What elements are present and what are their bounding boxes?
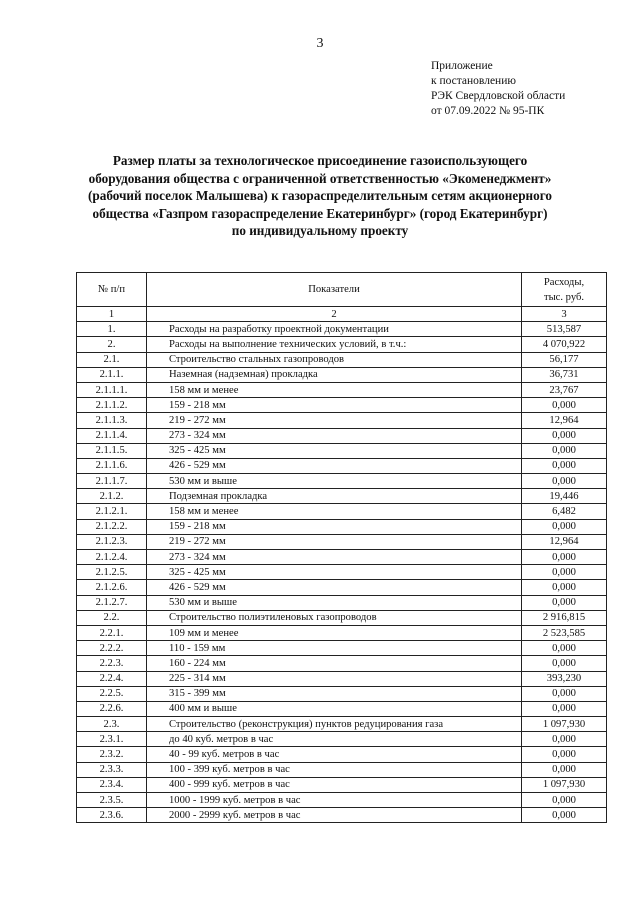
row-indicator: 315 - 399 мм xyxy=(147,686,522,701)
header-indicator: Показатели xyxy=(147,273,522,307)
row-number: 2.3.4. xyxy=(77,777,147,792)
table-row xyxy=(77,398,607,413)
row-indicator: 158 мм и менее xyxy=(147,504,522,519)
table-row xyxy=(77,671,607,686)
row-number: 1. xyxy=(77,322,147,337)
row-expense-value: 0,000 xyxy=(522,793,607,808)
table-row xyxy=(77,595,607,610)
table-row xyxy=(77,413,607,428)
row-expense-value: 1 097,930 xyxy=(522,777,607,792)
row-expense-value: 513,587 xyxy=(522,322,607,337)
appendix-line: РЭК Свердловской области xyxy=(431,90,566,102)
row-expense-value: 0,000 xyxy=(522,519,607,534)
table-row xyxy=(77,534,607,549)
appendix-line: от 07.09.2022 № 95-ПК xyxy=(431,105,545,117)
row-expense-value: 4 070,922 xyxy=(522,337,607,352)
row-number: 2.1. xyxy=(77,352,147,367)
header-expenses-line: тыс. руб. xyxy=(543,291,585,303)
row-expense-value: 2 916,815 xyxy=(522,610,607,625)
column-number-row xyxy=(77,307,607,322)
row-expense-value: 0,000 xyxy=(522,808,607,823)
row-indicator: Расходы на выполнение технических условий, в т.ч.: xyxy=(147,337,522,352)
row-number: 2.3.3. xyxy=(77,762,147,777)
row-expense-value: 23,767 xyxy=(522,382,607,397)
table-row xyxy=(77,352,607,367)
row-indicator: 2000 - 2999 куб. метров в час xyxy=(147,808,522,823)
row-expense-value: 56,177 xyxy=(522,352,607,367)
header-expenses-line: Расходы, xyxy=(543,276,585,288)
row-number: 2.2.3. xyxy=(77,656,147,671)
table-row xyxy=(77,625,607,640)
row-number: 2.3. xyxy=(77,717,147,732)
title-line: по индивидуальному проекту xyxy=(231,223,409,239)
row-expense-value: 0,000 xyxy=(522,398,607,413)
row-expense-value: 0,000 xyxy=(522,762,607,777)
row-indicator: 325 - 425 мм xyxy=(147,443,522,458)
row-expense-value: 0,000 xyxy=(522,732,607,747)
row-expense-value: 0,000 xyxy=(522,474,607,489)
table-row xyxy=(77,550,607,565)
row-indicator: Наземная (надземная) прокладка xyxy=(147,367,522,382)
row-number: 2.3.6. xyxy=(77,808,147,823)
column-number: 1 xyxy=(77,307,147,322)
row-expense-value: 19,446 xyxy=(522,489,607,504)
row-number: 2.3.5. xyxy=(77,793,147,808)
row-indicator: 225 - 314 мм xyxy=(147,671,522,686)
row-number: 2.1.2.1. xyxy=(77,504,147,519)
row-number: 2.2. xyxy=(77,610,147,625)
row-indicator: 159 - 218 мм xyxy=(147,398,522,413)
row-indicator: 160 - 224 мм xyxy=(147,656,522,671)
row-indicator: 530 мм и выше xyxy=(147,595,522,610)
row-expense-value: 0,000 xyxy=(522,747,607,762)
table-row xyxy=(77,443,607,458)
row-indicator: 1000 - 1999 куб. метров в час xyxy=(147,793,522,808)
row-expense-value: 0,000 xyxy=(522,580,607,595)
row-number: 2.1.1.6. xyxy=(77,458,147,473)
row-number: 2.1.2.5. xyxy=(77,565,147,580)
table-row xyxy=(77,565,607,580)
row-number: 2.1.2.6. xyxy=(77,580,147,595)
row-number: 2.2.1. xyxy=(77,625,147,640)
table-row xyxy=(77,747,607,762)
row-expense-value: 0,000 xyxy=(522,443,607,458)
row-expense-value: 0,000 xyxy=(522,641,607,656)
row-number: 2.1.1. xyxy=(77,367,147,382)
row-number: 2.1.1.7. xyxy=(77,474,147,489)
row-indicator: 100 - 399 куб. метров в час xyxy=(147,762,522,777)
table-row xyxy=(77,367,607,382)
row-expense-value: 0,000 xyxy=(522,550,607,565)
row-expense-value: 2 523,585 xyxy=(522,625,607,640)
row-expense-value: 12,964 xyxy=(522,413,607,428)
row-number: 2.1.2.7. xyxy=(77,595,147,610)
row-indicator: 159 - 218 мм xyxy=(147,519,522,534)
row-expense-value: 0,000 xyxy=(522,701,607,716)
row-number: 2.3.1. xyxy=(77,732,147,747)
table-body xyxy=(77,322,607,823)
row-number: 2.1.2.4. xyxy=(77,550,147,565)
row-number: 2.1.2.3. xyxy=(77,534,147,549)
column-number: 2 xyxy=(147,307,522,322)
row-indicator: Расходы на разработку проектной документации xyxy=(147,322,522,337)
table-row xyxy=(77,610,607,625)
row-indicator: Подземная прокладка xyxy=(147,489,522,504)
row-indicator: 325 - 425 мм xyxy=(147,565,522,580)
row-expense-value: 0,000 xyxy=(522,686,607,701)
row-expense-value: 36,731 xyxy=(522,367,607,382)
table-row xyxy=(77,793,607,808)
table-row xyxy=(77,656,607,671)
table-row xyxy=(77,808,607,823)
row-indicator: Строительство (реконструкция) пунктов редуцирования газа xyxy=(147,717,522,732)
row-number: 2.2.2. xyxy=(77,641,147,656)
row-indicator: 219 - 272 мм xyxy=(147,413,522,428)
row-number: 2.3.2. xyxy=(77,747,147,762)
appendix-line: к постановлению xyxy=(431,75,516,87)
row-number: 2. xyxy=(77,337,147,352)
row-indicator: 158 мм и менее xyxy=(147,382,522,397)
row-number: 2.1.1.4. xyxy=(77,428,147,443)
row-expense-value: 6,482 xyxy=(522,504,607,519)
row-number: 2.1.1.5. xyxy=(77,443,147,458)
row-expense-value: 0,000 xyxy=(522,565,607,580)
row-expense-value: 0,000 xyxy=(522,656,607,671)
row-indicator: 273 - 324 мм xyxy=(147,550,522,565)
table-row xyxy=(77,382,607,397)
row-number: 2.1.1.2. xyxy=(77,398,147,413)
table-row xyxy=(77,504,607,519)
table-row xyxy=(77,641,607,656)
row-expense-value: 0,000 xyxy=(522,458,607,473)
table-row xyxy=(77,337,607,352)
row-expense-value: 0,000 xyxy=(522,428,607,443)
row-indicator: 109 мм и менее xyxy=(147,625,522,640)
row-indicator: 400 - 999 куб. метров в час xyxy=(147,777,522,792)
table-row xyxy=(77,458,607,473)
row-expense-value: 1 097,930 xyxy=(522,717,607,732)
table-row xyxy=(77,777,607,792)
row-indicator: 110 - 159 мм xyxy=(147,641,522,656)
row-number: 2.1.2.2. xyxy=(77,519,147,534)
document-title xyxy=(40,152,600,240)
table-row xyxy=(77,474,607,489)
row-number: 2.2.4. xyxy=(77,671,147,686)
row-number: 2.2.6. xyxy=(77,701,147,716)
column-number: 3 xyxy=(522,307,607,322)
page-number: 3 xyxy=(316,36,324,51)
row-indicator: 426 - 529 мм xyxy=(147,458,522,473)
title-line: оборудования общества с ограниченной ответственностью «Экоменеджмент» xyxy=(88,170,552,186)
row-indicator: до 40 куб. метров в час xyxy=(147,732,522,747)
table-row xyxy=(77,732,607,747)
row-number: 2.1.1.1. xyxy=(77,382,147,397)
row-expense-value: 393,230 xyxy=(522,671,607,686)
header-expenses xyxy=(522,273,607,307)
header-number: № п/п xyxy=(77,273,147,307)
row-expense-value: 12,964 xyxy=(522,534,607,549)
table-row xyxy=(77,762,607,777)
row-indicator: 219 - 272 мм xyxy=(147,534,522,549)
fees-table xyxy=(76,272,607,823)
row-number: 2.1.1.3. xyxy=(77,413,147,428)
table-row xyxy=(77,701,607,716)
row-number: 2.2.5. xyxy=(77,686,147,701)
table-row xyxy=(77,519,607,534)
row-indicator: 273 - 324 мм xyxy=(147,428,522,443)
row-indicator: Строительство полиэтиленовых газопроводов xyxy=(147,610,522,625)
table-row xyxy=(77,580,607,595)
row-expense-value: 0,000 xyxy=(522,595,607,610)
title-line: Размер платы за технологическое присоединение газоиспользующего xyxy=(112,153,528,168)
appendix-line: Приложение xyxy=(431,60,493,72)
table-row xyxy=(77,428,607,443)
table-row xyxy=(77,322,607,337)
table-row xyxy=(77,489,607,504)
table-row xyxy=(77,717,607,732)
row-indicator: 530 мм и выше xyxy=(147,474,522,489)
row-indicator: 426 - 529 мм xyxy=(147,580,522,595)
row-indicator: 400 мм и выше xyxy=(147,701,522,716)
appendix-block xyxy=(431,59,565,119)
table-row xyxy=(77,686,607,701)
row-number: 2.1.2. xyxy=(77,489,147,504)
row-indicator: 40 - 99 куб. метров в час xyxy=(147,747,522,762)
row-indicator: Строительство стальных газопроводов xyxy=(147,352,522,367)
title-line: общества «Газпром газораспределение Екатеринбург» (город Екатеринбург) xyxy=(92,205,548,221)
title-line: (рабочий поселок Малышева) к газораспределительным сетям акционерного xyxy=(88,188,552,204)
table-header-row xyxy=(77,273,607,307)
